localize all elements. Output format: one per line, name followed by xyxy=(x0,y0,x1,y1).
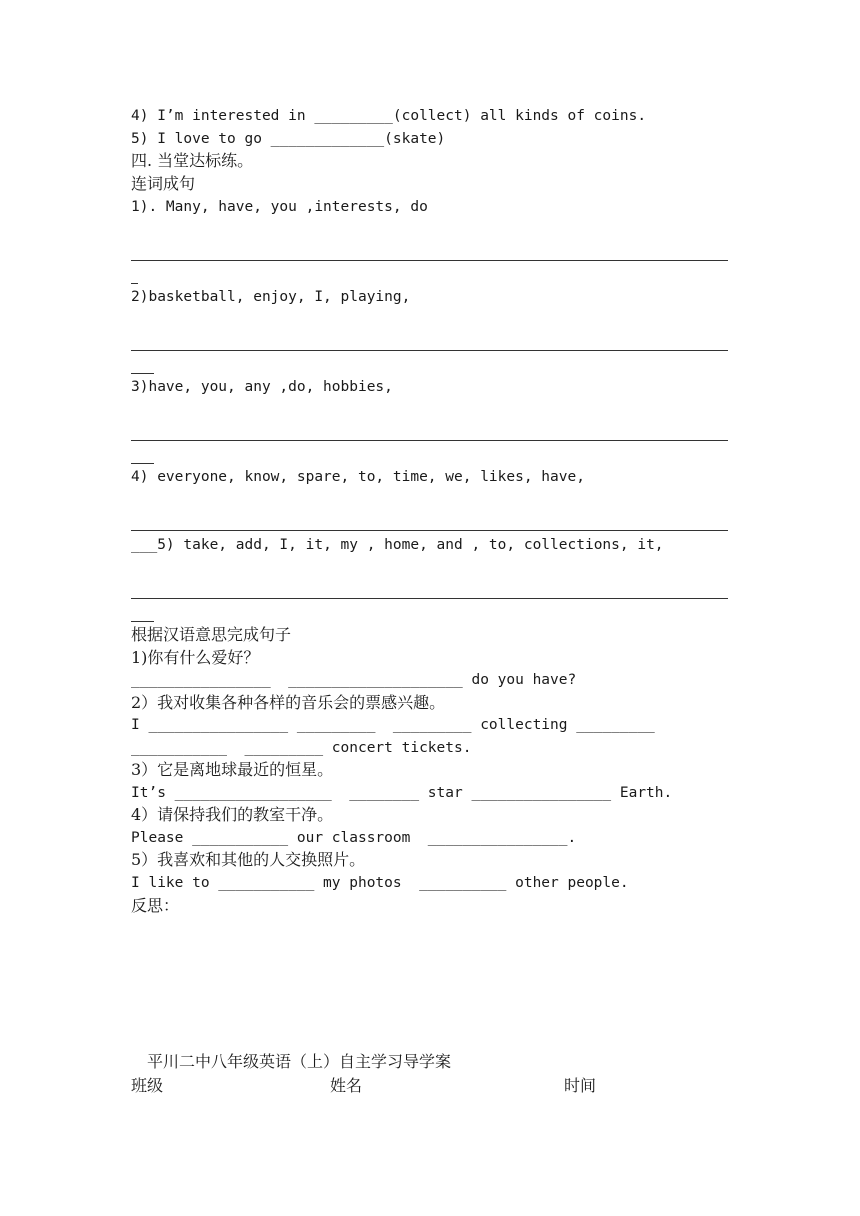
translation-answer-2a: I ________________ _________ _________ collecting _________ xyxy=(131,717,655,733)
word-order-item-1: 1). Many, have, you ,interests, do xyxy=(131,199,428,215)
time-field-label: 时间 xyxy=(564,1076,597,1095)
translation-answer-2b: ___________ _________ concert tickets. xyxy=(131,740,472,756)
answer-line-3-tail xyxy=(131,463,154,464)
next-page-title: 平川二中八年级英语（上）自主学习导学案 xyxy=(147,1052,452,1071)
translation-prompt-3: 3）它是离地球最近的恒星。 xyxy=(131,760,334,779)
translation-prompt-2: 2）我对收集各种各样的音乐会的票感兴趣。 xyxy=(131,693,446,712)
name-field-label: 姓名 xyxy=(330,1076,363,1095)
translation-answer-1: ________________ ____________________ do you have? xyxy=(131,672,577,688)
translation-answer-5: I like to ___________ my photos __________ other people. xyxy=(131,875,629,891)
word-order-item-5: 5) take, add, I, it, my , home, and , to, collections, it, xyxy=(157,537,664,553)
translation-prompt-4: 4）请保持我们的教室干净。 xyxy=(131,805,334,824)
answer-line-3 xyxy=(131,440,728,441)
answer-line-2-tail xyxy=(131,373,154,374)
translation-prompt-1: 1)你有什么爱好？ xyxy=(131,648,260,667)
translation-answer-4: Please ___________ our classroom ________________. xyxy=(131,830,577,846)
answer-line-2 xyxy=(131,350,728,351)
reflection-label: 反思： xyxy=(131,896,180,915)
word-order-title: 连词成句 xyxy=(131,174,196,193)
word-order-item-4: 4) everyone, know, spare, to, time, we, likes, have, xyxy=(131,469,585,485)
answer-line-1-tail xyxy=(131,283,138,284)
exercise-line-5: 5) I love to go _____________(skate) xyxy=(131,131,446,147)
answer-line-5 xyxy=(131,598,728,599)
translation-title: 根据汉语意思完成句子 xyxy=(131,625,292,644)
exercise-line-4: 4) I’m interested in _________(collect) all kinds of coins. xyxy=(131,108,647,124)
section-heading: 四. 当堂达标练。 xyxy=(131,151,254,170)
answer-line-4 xyxy=(131,530,728,531)
word-order-item-2: 2)basketball, enjoy, I, playing, xyxy=(131,289,411,305)
translation-prompt-5: 5）我喜欢和其他的人交换照片。 xyxy=(131,850,366,869)
word-order-item-5-row xyxy=(131,535,664,555)
word-order-item-3: 3)have, you, any ,do, hobbies, xyxy=(131,379,393,395)
answer-line-1 xyxy=(131,260,728,261)
answer-line-5-tail xyxy=(131,621,154,622)
translation-answer-3: It’s __________________ ________ star ________________ Earth. xyxy=(131,785,673,801)
answer-line-4-tail: ___ xyxy=(131,537,158,553)
class-field-label: 班级 xyxy=(131,1076,164,1095)
